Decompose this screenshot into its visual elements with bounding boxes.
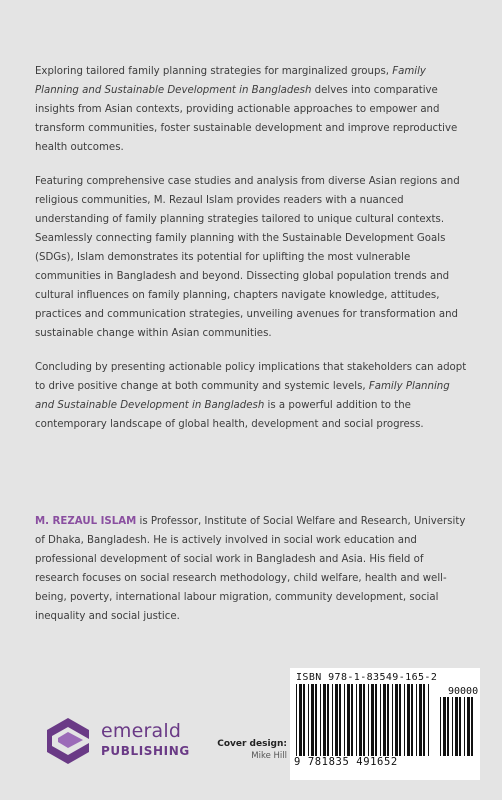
barcode-bar (335, 684, 338, 756)
barcode-bar (296, 684, 297, 756)
barcode-bar (339, 684, 341, 756)
blurb-text: Featuring comprehensive case studies and analysis from diverse Asian regions and religious communities, M. Rezaul Islam provides readers with a nuanced understanding of family planning strategies tailored to unique cultural contexts. Seamlessly connecting family planning with the Sustainable Development Goals (SDGs), Islam demonstrates its potential for uplifting the most vulnerable communities in Bangladesh and beyond. Dissecting global population trends and cultural influences on family planning, chapters navigate knowledge, attitudes, practices and communication strategies, unveiling avenues for transformation and sustainable change within Asian communities. (35, 176, 460, 339)
barcode-bar (380, 684, 381, 756)
blurb-text: Concluding by presenting actionable policy implications that stakeholders can adopt to drive positive change at both community and systemic levels, (35, 362, 467, 392)
publisher-subname: PUBLISHING (101, 744, 190, 758)
cover-credit (217, 738, 287, 762)
barcode-bar (419, 684, 422, 756)
barcode-bar (447, 697, 449, 756)
barcode-bar (428, 684, 429, 756)
emerald-e-logo-icon (46, 717, 91, 765)
blurb (35, 62, 470, 449)
barcode-bar (440, 697, 441, 756)
cover-designer-name: Mike Hill (251, 751, 287, 761)
addon-barcode (440, 697, 476, 756)
barcode-bar (363, 684, 365, 756)
barcode-bar (347, 684, 350, 756)
author-bio-text: is Professor, Institute of Social Welfare and Research, University of Dhaka, Bangladesh. He is actively involved in social work education and professional development of social work in Bangladesh and Asia. His field of research focuses on social research methodology, child welfare, health and well-being, poverty, international labour migration, community development, social inequality and social justice. (35, 516, 466, 622)
barcode-bar (344, 684, 345, 756)
book-title-italic: Family Planning and Sustainable Development in Bangladesh (35, 66, 426, 96)
price-addon-label: 90000 (448, 686, 479, 697)
ean-barcode (296, 684, 430, 756)
barcode-bar (368, 684, 369, 756)
barcode-bar (395, 684, 398, 756)
barcode-digits: 9 781835 491652 (294, 756, 398, 768)
barcode-bar (443, 697, 446, 756)
barcode-bar (467, 697, 470, 756)
blurb-text: is a powerful addition to the contemporary landscape of global health, development and social progress. (35, 400, 424, 430)
blurb-paragraph-3 (35, 358, 470, 434)
barcode-bar (356, 684, 357, 756)
barcode-bar (471, 697, 473, 756)
barcode-bar (327, 684, 329, 756)
author-bio-paragraph (35, 512, 470, 626)
book-title-italic: Family Planning and Sustainable Development in Bangladesh (35, 381, 450, 411)
barcode-bar (299, 684, 302, 756)
blurb-paragraph-1 (35, 62, 470, 157)
barcode-bar (416, 684, 417, 756)
barcode-bar (455, 697, 458, 756)
blurb-paragraph-2 (35, 172, 470, 343)
barcode-bar (351, 684, 353, 756)
barcode-bar (308, 684, 309, 756)
blurb-text: delves into comparative insights from Asian contexts, providing actionable approaches to empower and transform communities, foster sustainable development and improve reproductive health outcomes. (35, 85, 458, 153)
barcode-bar (392, 684, 393, 756)
barcode-bar (407, 684, 410, 756)
barcode-bar (375, 684, 377, 756)
barcode-bar (383, 684, 386, 756)
barcode-bar (332, 684, 333, 756)
barcode-bar (303, 684, 305, 756)
blurb-text: Exploring tailored family planning strategies for marginalized groups, (35, 66, 393, 77)
barcode-bar (359, 684, 362, 756)
barcode-bar (323, 684, 326, 756)
publisher-logo (46, 717, 206, 767)
author-bio (35, 512, 470, 641)
barcode-bar (459, 697, 461, 756)
barcode-bar (320, 684, 321, 756)
barcode-bar (387, 684, 389, 756)
barcode-bar (399, 684, 401, 756)
barcode-bar (423, 684, 425, 756)
isbn-label: ISBN 978-1-83549-165-2 (296, 672, 438, 683)
barcode-bar (411, 684, 413, 756)
barcode-bar (315, 684, 317, 756)
barcode-bar (311, 684, 314, 756)
barcode-bar (464, 697, 465, 756)
cover-design-label: Cover design: (217, 739, 287, 749)
barcode-bar (371, 684, 374, 756)
author-name: M. REZAUL ISLAM (35, 516, 137, 527)
barcode-bar (452, 697, 453, 756)
publisher-name: emerald (101, 720, 182, 742)
barcode-bar (404, 684, 405, 756)
